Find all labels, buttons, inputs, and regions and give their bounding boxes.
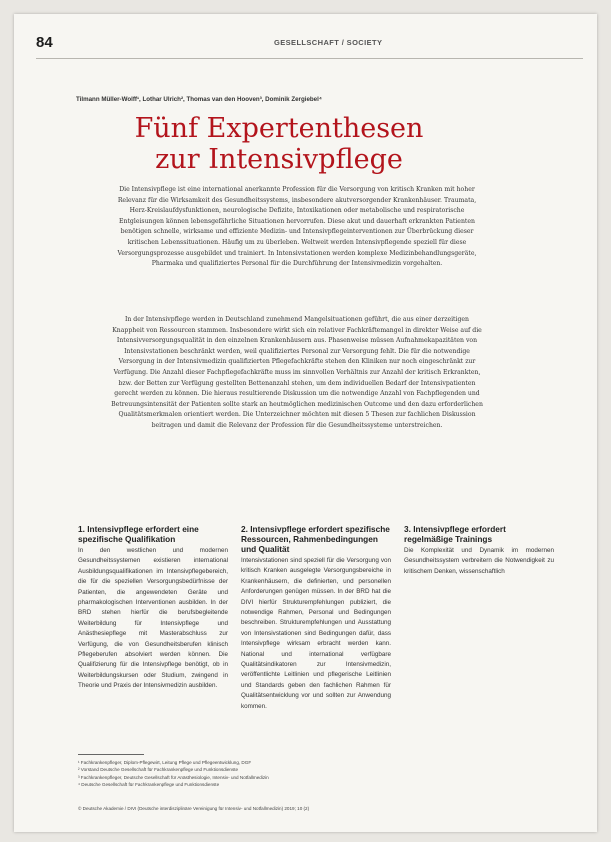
column-left (78, 524, 228, 700)
footnote-rule (78, 754, 144, 755)
footnotes (78, 759, 538, 788)
journal-page (14, 14, 597, 832)
footnote: ⁴ Deutsche Gesellschaft für Fachkrankenpflege und Funktionsdienste (78, 781, 220, 787)
abstract-text: Die Intensivpflege ist eine international anerkannte Profession für die Versorgung von kritisch Kranken mit hoher Relevanz für die Wirksamkeit des Gesundheitssystems, insbesondere akutversorgender Krankenhäuser. Traumata, Herz-Kreislaufdysfunktionen, neurologische Defizite, Intoxikationen oder metabolische und respiratorische Entgleisungen können lebensgefährliche Situationen hervorrufen. Diese akut und dauerhaft erkrankten Patienten benötigen schnelle, wirksame und effiziente Medizin- und Intensivpflegeinterventionen zur Überbrückung dieser kritischen Lebenssituationen. Häufig um zu überleben. Weltweit werden Intensivpflegende speziell für diese Versorgungsprozesse ausgebildet und trainiert. In Intensivstationen werden komplexe Medizinbehandlungsgeräte, Pharmaka und qualifiziertes Personal für die Durchführung der Intensivmedizin vorgehalten. (117, 186, 477, 268)
column-right (404, 524, 554, 585)
thesis-2-text: Intensivstationen sind speziell für die Versorgung von kritisch Kranken ausgelegte Versorgungsbereiche in Krankenhäusern, die definierten, und personellen Anforderungen genügen müssen. In der BRD hat die DIVI hierfür Strukturempfehlungen publiziert, die notwendige Rahmen, Personal und Bedingungen beschreiben. Strukturempfehlungen und Ausstattung von Intensivstationen sind Bedingungen dafür, dass Intensivpflege wirksam erbracht werden kann. National und international verfügbare Qualitätsindikatoren zur Intensivmedizin, veröffentlichte Leitlinien und pflegerische Leitlinien und Standards geben den fachlichen Rahmen für Qualitätsentwicklung vor und sollten zur Anwendung kommen. (241, 557, 391, 710)
abstract-paragraph-2 (110, 315, 484, 432)
thesis-3-heading: 3. Intensivpflege erfordert regelmäßige Trainings (404, 524, 506, 544)
thesis-1-heading: 1. Intensivpflege erfordert eine spezifische Qualifikation (78, 524, 199, 544)
author-line: Tilmann Müller-Wolff¹, Lothar Ulrich², Thomas van den Hooven³, Dominik Zergiebel⁴ (76, 96, 322, 103)
thesis-3-text: Die Komplexität und Dynamik im modernen Gesundheitssystem verbreitern die Notwendigkeit zu kritischem Denken, wissenschaftlich (404, 547, 554, 575)
footnote: ³ Fachkrankenpfleger, Deutsche Gesellschaft für Anästhesiologie, Intensiv- und Notfallmedizin (78, 774, 269, 780)
abstract-text: In der Intensivpflege werden in Deutschland zunehmend Mangelsituationen geführt, die aus einer derzeitigen Knappheit von Ressourcen stammen. Insbesondere wirkt sich ein relativer Fachkräftemangel in direkter Weise auf die Intensivversorgungsqualität in den einzelnen Krankenhäusern aus. Phasenweise müssen Aufnahmekapazitäten von Intensivstationen beschränkt werden, weil qualifiziertes Personal zur Versorgung fehlt. Die für die notwendige Versorgung in der Intensivmedizin qualifizierten Pflegefachkräfte stehen den Kliniken nur noch eingeschränkt zur Verfügung. Die Anzahl dieser Fachpflegefachkräfte muss im sinnvollen Verhältnis zur Anzahl der kritisch Erkrankten, bzw. der Betten zur Verfügung gestellten Bettenanzahl stehen, um dem individuellen Bedarf der Intensivpatienten gerecht werden zu können. Die hieraus resultierende Diskussion um die notwendige Anzahl von Fachpflegenden und Betreuungsintensität der Patienten sollte stark an heutmöglichen medizinischen Outcome und den dazu erforderlichen Qualitätsmerkmalen orientiert werden. Die Unterzeichner möchten mit diesen 5 Thesen zur fachlichen Diskussion beitragen und damit die Relevanz der Profession für die Gesundheitssysteme unterstreichen. (111, 316, 483, 429)
thesis-1-text: In den westlichen und modernen Gesundheitssystemen existieren international Ausbildungsqualifikationen im Intensivpflegebereich, die für die speziellen Versorgungsbedürfnisse der Patienten, die angewendeten Geräte und pharmakologischen Interventionen ausbilden. In der BRD stehen hierfür die berufsbegleitende Weiterbildung für Intensivpflege und Anästhesiepflege mit Masterabschluss zur Verfügung, die von Gesundheitsberufen klinisch Pflegeberufen absolviert werden können. Die Qualifizierung für die Intensivpflege benötigt, ob in Weiterbildungskursen oder Studium, zwingend in Theorie und Praxis der Intensivmedizin ausbilden. (78, 547, 228, 690)
section-label: GESELLSCHAFT / SOCIETY (274, 38, 383, 47)
abstract-paragraph-1 (110, 185, 484, 270)
article-title-line-2: zur Intensivpflege (155, 144, 403, 175)
footnote: ¹ Fachkrankenpfleger, Diplom-Pflegewirt, Leitung Pflege und Pflegeentwicklung, DGF (78, 760, 252, 765)
article-title-line-1: Fünf Expertenthesen (134, 113, 424, 144)
thesis-2-heading: 2. Intensivpflege erfordert spezifische Ressourcen, Rahmenbedingungen und Qualität (241, 524, 390, 554)
header-rule (36, 58, 583, 59)
page-number: 84 (36, 34, 53, 51)
column-middle (241, 524, 391, 720)
footnote: ² Vorstand Deutsche Gesellschaft für Fachkrankenpflege und Funktionsdienste (78, 767, 239, 773)
copyright-line: © Deutsche Akademie / DIVI (Deutsche interdisziplinäre Vereinigung für Intensiv- und Notfallmedizin) 2019; 10 (2) (78, 806, 310, 811)
